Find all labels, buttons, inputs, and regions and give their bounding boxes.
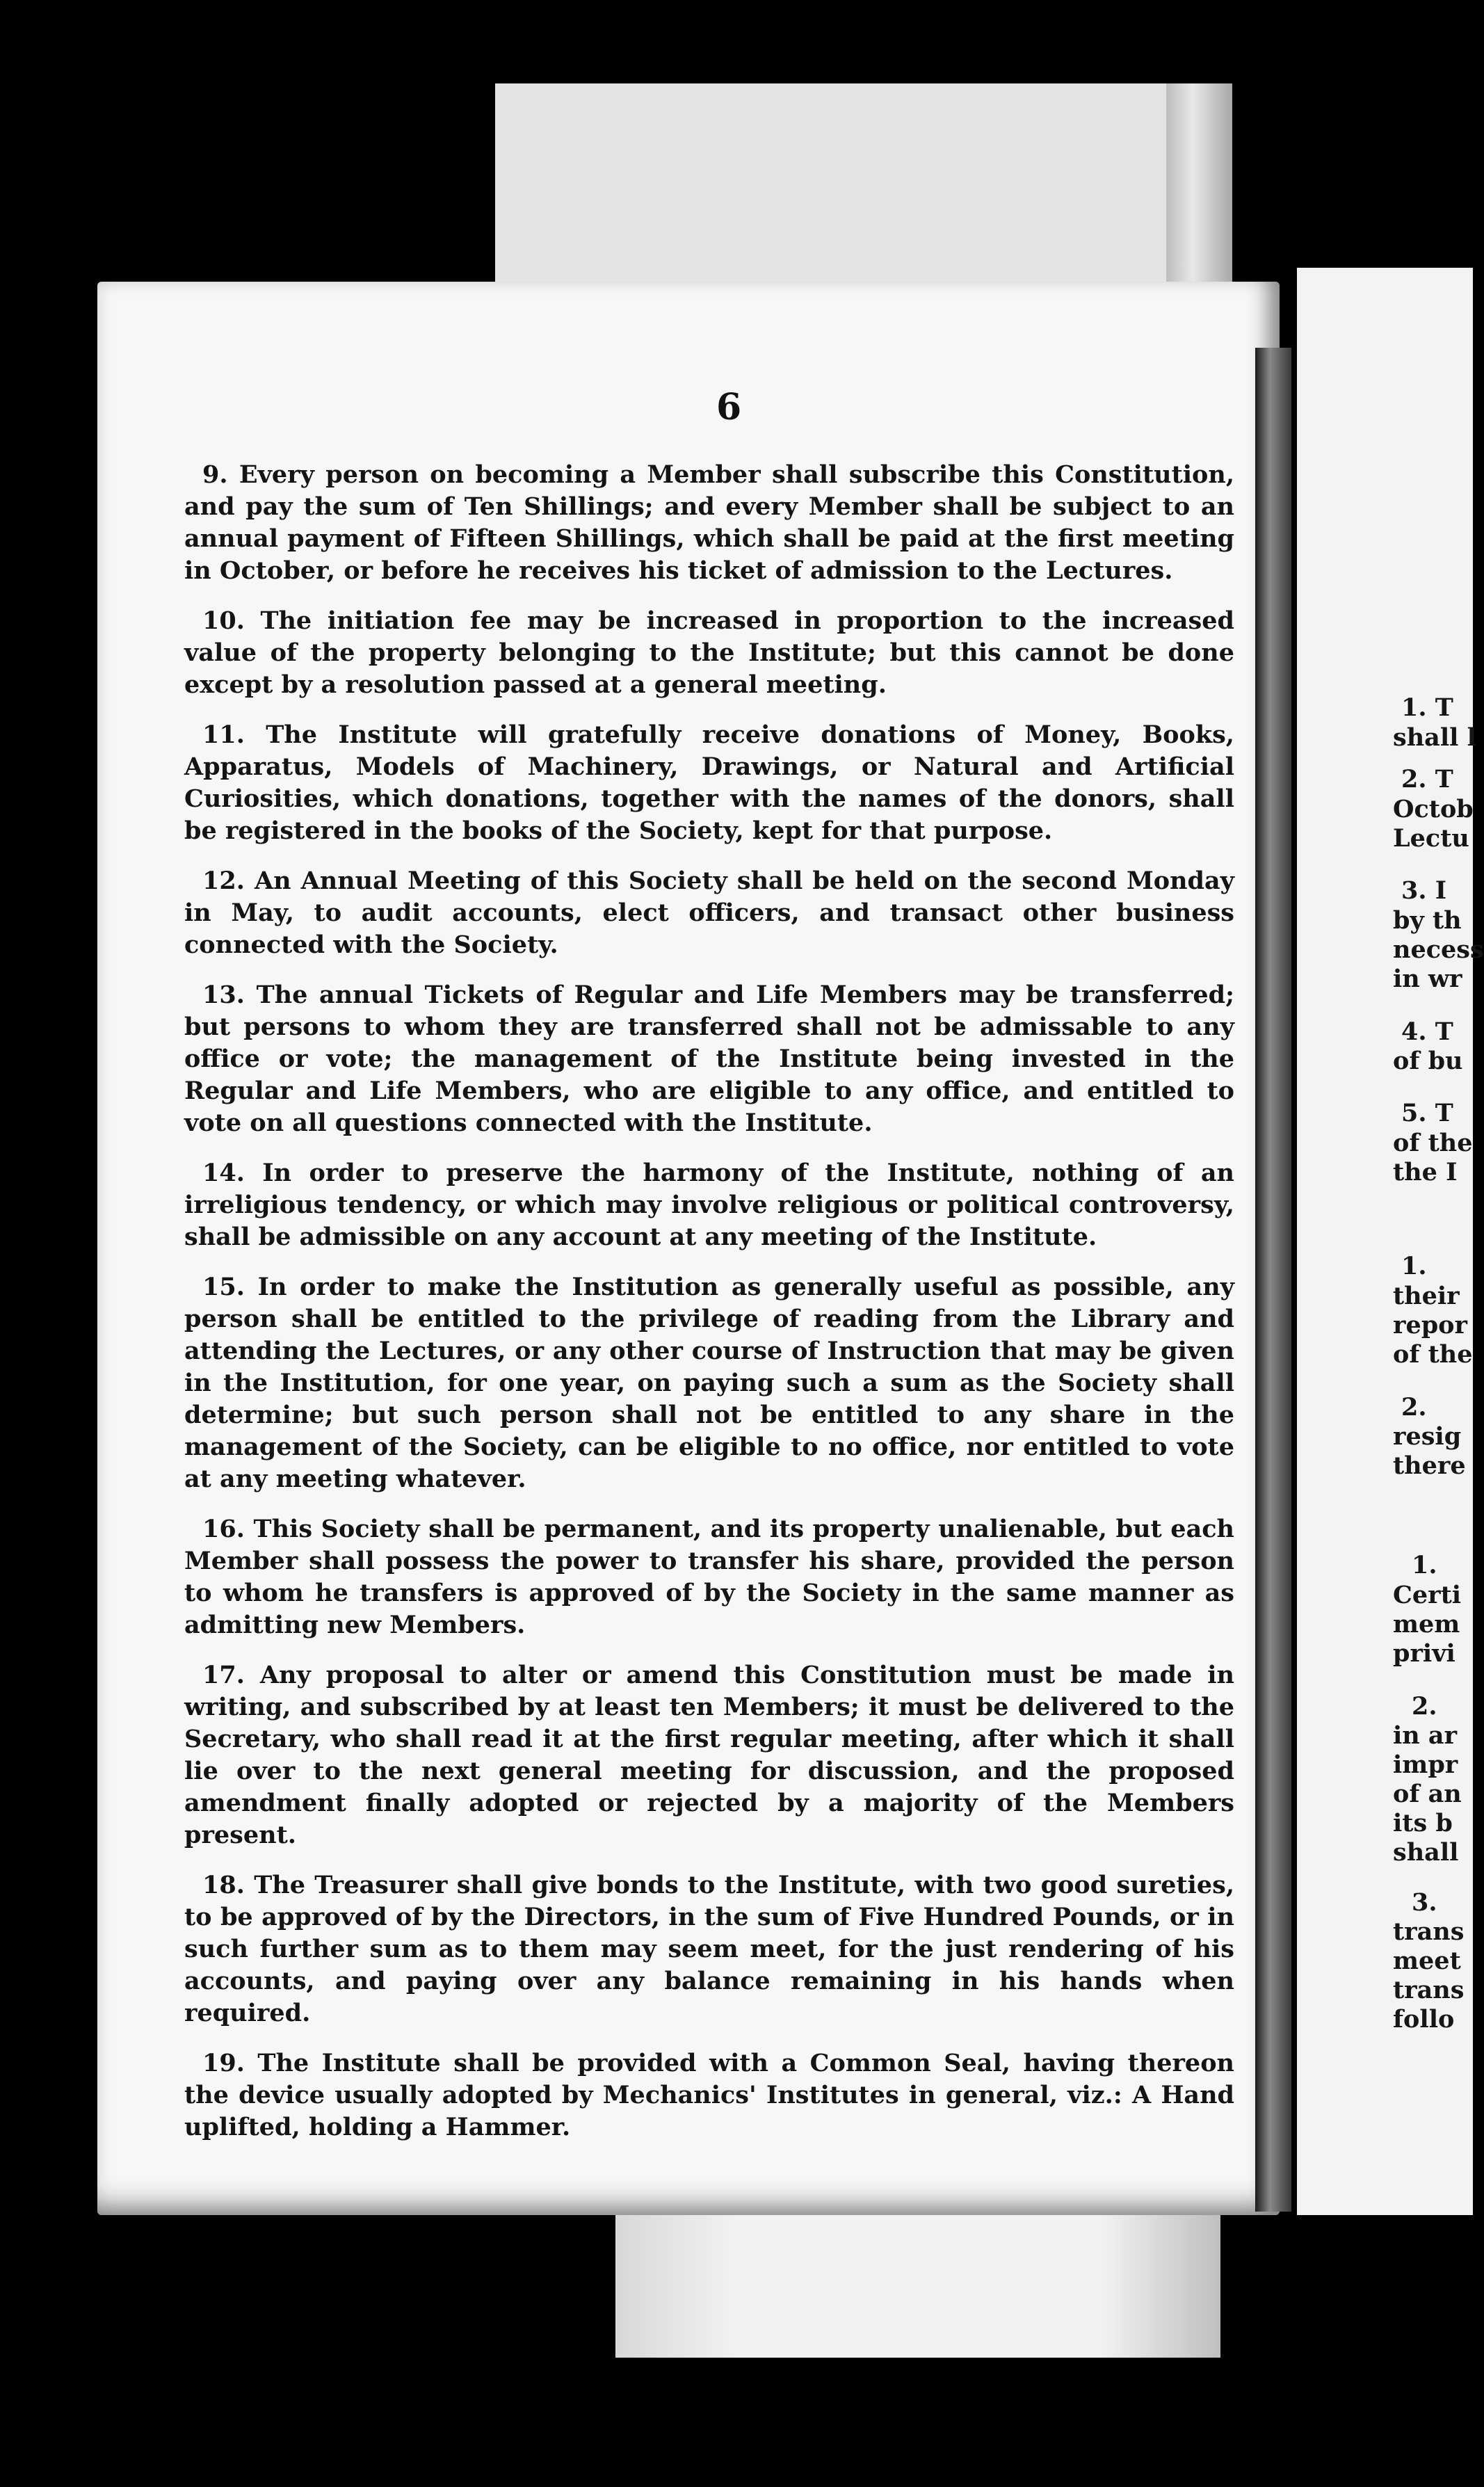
paragraph-text: The Institute shall be provided with a Common Seal, having thereon the device usually adopted by Mechanics' Institutes in general, viz.: A Hand uplifted, holding a Hammer. <box>184 2049 1234 2141</box>
facing-fragment: impr <box>1393 1750 1458 1779</box>
paragraph-15 <box>184 1271 1234 1495</box>
facing-fragment: in ar <box>1393 1721 1458 1750</box>
paragraph-number: 18. <box>202 1871 245 1899</box>
facing-fragment: Lectu <box>1393 824 1469 853</box>
paragraph-text: In order to make the Institution as generally useful as possible, any person shall be entitled to the privilege of reading from the Library and attending the Lectures, or any other course of Instruction that may be given in the Institution, for one year, on paying such a sum as the Society shall determine; but such person shall not be entitled to any share in the management of the Society, can be eligible to no office, nor entitled to vote at any meeting whatever. <box>184 1273 1234 1493</box>
facing-fragment: 3. <box>1412 1888 1437 1917</box>
facing-fragment: 5. T <box>1401 1099 1453 1127</box>
paragraph-number: 11. <box>202 721 245 749</box>
paragraph-text: An Annual Meeting of this Society shall be held on the second Monday in May, to audit accounts, elect officers, and transact other business connected with the Society. <box>184 867 1235 959</box>
bottom-page-tab <box>615 2198 1220 2358</box>
paragraph-number: 12. <box>202 867 245 895</box>
paragraph-9 <box>184 459 1234 587</box>
facing-fragment: of the <box>1393 1129 1473 1157</box>
facing-fragment: 3. I <box>1401 876 1447 905</box>
facing-fragment: by th <box>1393 906 1462 935</box>
facing-fragment: their <box>1393 1282 1460 1310</box>
paragraph-text: Any proposal to alter or amend this Constitution must be made in writing, and subscribed by at least ten Members; it must be delivered to the Secretary, who shall read it at the first regular meeting, after which it shall lie over to the next general meeting for discussion, and the proposed amendment finally adopted or rejected by a majority of the Members present. <box>184 1661 1235 1849</box>
tab-fold <box>1166 83 1232 292</box>
facing-fragment: shall l <box>1393 723 1476 752</box>
paragraph-text: The Institute will gratefully receive donations of Money, Books, Apparatus, Models of Machinery, Drawings, or Natural and Artificial Curiosities, which donations, together with the names of the donors, shall be registered in the books of the Society, kept for that purpose. <box>184 721 1234 845</box>
paragraph-text: In order to preserve the harmony of the Institute, nothing of an irreligious tendency, or which may involve religious or political controversy, shall be admissible on any account at any meeting of the Institute. <box>184 1159 1235 1251</box>
facing-fragment: follo <box>1393 2005 1455 2034</box>
paragraph-12 <box>184 865 1234 961</box>
paragraph-number: 14. <box>202 1159 245 1187</box>
facing-fragment: trans <box>1393 1976 1465 2004</box>
facing-fragment: Octob <box>1393 795 1474 823</box>
paragraph-number: 10. <box>202 606 245 635</box>
paragraph-11 <box>184 719 1234 847</box>
facing-fragment: necess <box>1393 935 1484 964</box>
paragraph-text: Every person on becoming a Member shall subscribe this Constitution, and pay the sum of Ten Shillings; and every Member shall be subject to an annual payment of Fifteen Shillings, which shall be paid at the first meeting in October, or before he receives his ticket of admission to the Lectures. <box>184 460 1235 585</box>
facing-fragment: repor <box>1393 1311 1467 1339</box>
paragraph-number: 13. <box>202 981 245 1009</box>
facing-fragment: in wr <box>1393 965 1462 993</box>
facing-fragment: of the <box>1393 1340 1473 1369</box>
facing-fragment: shall <box>1393 1838 1459 1867</box>
paragraph-number: 17. <box>202 1661 245 1689</box>
facing-fragment: 2. <box>1412 1692 1437 1721</box>
paragraph-text: This Society shall be permanent, and its property unalienable, but each Member shall possess the power to transfer his share, provided the person to whom he transfers is approved of by the Society in the same manner as admitting new Members. <box>184 1515 1235 1639</box>
paragraph-10 <box>184 605 1234 701</box>
paragraph-17 <box>184 1659 1234 1851</box>
paragraph-13 <box>184 979 1234 1139</box>
paragraph-number: 15. <box>202 1273 245 1301</box>
paragraph-19 <box>184 2047 1234 2143</box>
paragraph-number: 19. <box>202 2049 245 2077</box>
facing-fragment: trans <box>1393 1917 1465 1946</box>
facing-fragment: the I <box>1393 1158 1458 1186</box>
facing-fragment: mem <box>1393 1610 1460 1639</box>
document-page <box>97 282 1280 2215</box>
page-number: 6 <box>716 386 742 428</box>
facing-fragment: 1. <box>1412 1551 1437 1579</box>
facing-fragment: Certi <box>1393 1581 1462 1609</box>
paragraph-text: The initiation fee may be increased in proportion to the increased value of the property belonging to the Institute; but this cannot be done except by a resolution passed at a general meeting. <box>184 606 1234 699</box>
facing-page <box>1297 268 1484 2215</box>
book-spine <box>1255 348 1291 2212</box>
facing-fragment: meet <box>1393 1947 1461 1975</box>
facing-fragment: 1. <box>1401 1252 1427 1280</box>
facing-fragment: there <box>1393 1451 1466 1480</box>
top-page-tab <box>495 83 1232 292</box>
paragraph-text: The Treasurer shall give bonds to the Institute, with two good sureties, to be approved of by the Directors, in the sum of Five Hundred Pounds, or in such further sum as to them may seem meet, for the just rendering of his accounts, and paying over any balance remaining in his hands when required. <box>184 1871 1235 2027</box>
facing-fragment: 2. <box>1401 1393 1427 1422</box>
page-text <box>184 459 1234 2162</box>
facing-fragment: its b <box>1393 1809 1453 1837</box>
facing-fragment: privi <box>1393 1639 1455 1668</box>
paragraph-18 <box>184 1869 1234 2029</box>
paragraph-16 <box>184 1513 1234 1641</box>
paragraph-text: The annual Tickets of Regular and Life Members may be transferred; but persons to whom they are transferred shall not be admissable to any office or vote; the management of the Institute being invested in the Regular and Life Members, who are eligible to any office, and entitled to vote on all questions connected with the Institute. <box>184 981 1234 1137</box>
paragraph-14 <box>184 1157 1234 1253</box>
facing-fragment: resig <box>1393 1422 1462 1451</box>
paragraph-number: 16. <box>202 1515 245 1543</box>
facing-fragment: 2. T <box>1401 765 1453 794</box>
facing-fragment: of bu <box>1393 1047 1463 1075</box>
facing-fragment: 1. T <box>1401 693 1453 722</box>
paragraph-number: 9. <box>202 460 228 489</box>
facing-fragment: of an <box>1393 1780 1462 1808</box>
facing-fragment: 4. T <box>1401 1017 1453 1046</box>
